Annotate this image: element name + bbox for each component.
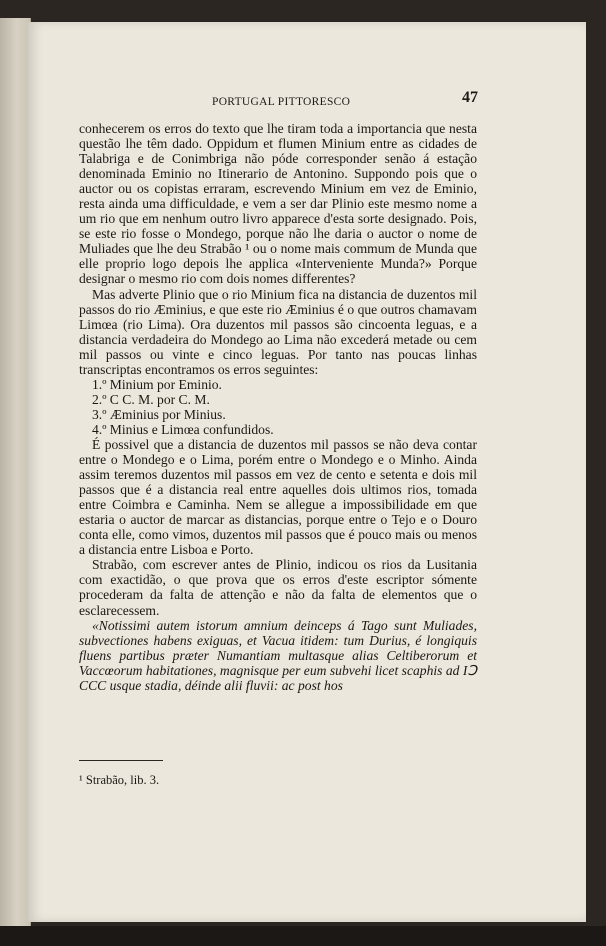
paragraph: conhecerem os erros do texto que lhe tiram toda a importancia que nesta questão lhe têm dado. Oppidum et flumen Minium entre as cidades de Talabriga e de Conimbriga não póde corresponder senão á estação denominada Eminio no Itinerario de Antonino. Suppondo pois que o auctor ou os copistas erraram, escrevendo Minium em vez de Eminio, resta ainda uma difficuldade, e vem a ser dar Plinio este mesmo nome a um rio que em nenhum outro livro apparece d'esta sorte designado. Pois, se este rio fosse o Mondego, porque não lhe daria o auctor o nome de Muliades que lhe deu Strabão ¹ ou o nome mais commum de Munda que elle proprio logo depois lhe applica «Interveniente Munda?» Porque designar o mesmo rio com dois nomes differentes? [79, 121, 477, 287]
running-head: PORTUGAL PITTORESCO [212, 96, 351, 108]
body-text [79, 121, 477, 693]
scan-bottom-edge [0, 926, 606, 946]
latin-quotation: «Notissimi autem istorum amnium deinceps á Tago sunt Muliades, subvectiones habens exiguas, et Vacua itidem: tum Durius, é longiquis fluens partibus præter Numantiam multasque alias Celtiberorum et Vaccœorum habitationes, magnisque per eum subvehi licet scaphis ad IↃ CCC usque stadia, déinde alii fluvii: ac post hos [79, 617, 477, 693]
footnote: ¹ Strabão, lib. 3. [79, 773, 160, 787]
previous-page-edge [0, 18, 31, 926]
paragraph: Strabão, com escrever antes de Plinio, indicou os rios da Lusitania com exactidão, o que prova que os erros d'este escriptor sómente procederam da falta de attenção e não da falta de elementos que o esclarecessem. [79, 557, 477, 618]
list-item: 3.º Æminius por Minius. [92, 406, 226, 422]
paragraph: Mas adverte Plinio que o rio Minium fica na distancia de duzentos mil passos do rio Æminius, e que este rio Æminius é o que outros chamavam Limœa (rio Lima). Ora duzentos mil passos são cincoenta leguas, e a distancia verdadeira do Mondego ao Lima não excederá metade ou cem mil passos ou vinte e cinco leguas. Por tanto nas poucas linhas transcriptas encontramos os erros seguintes: [79, 286, 477, 377]
list-item: 2.º C C. M. por C. M. [92, 391, 210, 407]
list-item: 4.º Minius e Limœa confundidos. [92, 421, 274, 437]
footnote-divider [79, 760, 163, 761]
list-item: 1.º Minium por Eminio. [92, 376, 222, 392]
page-number: 47 [462, 89, 478, 106]
paragraph: É possivel que a distancia de duzentos mil passos se não deva contar entre o Mondego e o Lima, porém entre o Mondego e o Minho. Ainda assim teremos duzentos mil passos em vez de cento e setenta e dois mil passos que é a distancia real entre aquelles dois ultimos rios, tomada entre Coimbra e Caminha. Nem se allegue a impossibilidade em que estaria o auctor de marcar as distancias, porque entre o Tejo e o Douro conta elle, como vimos, duzentos mil passos que é pouco mais ou menos a distancia entre Lisboa e Porto. [79, 436, 477, 558]
